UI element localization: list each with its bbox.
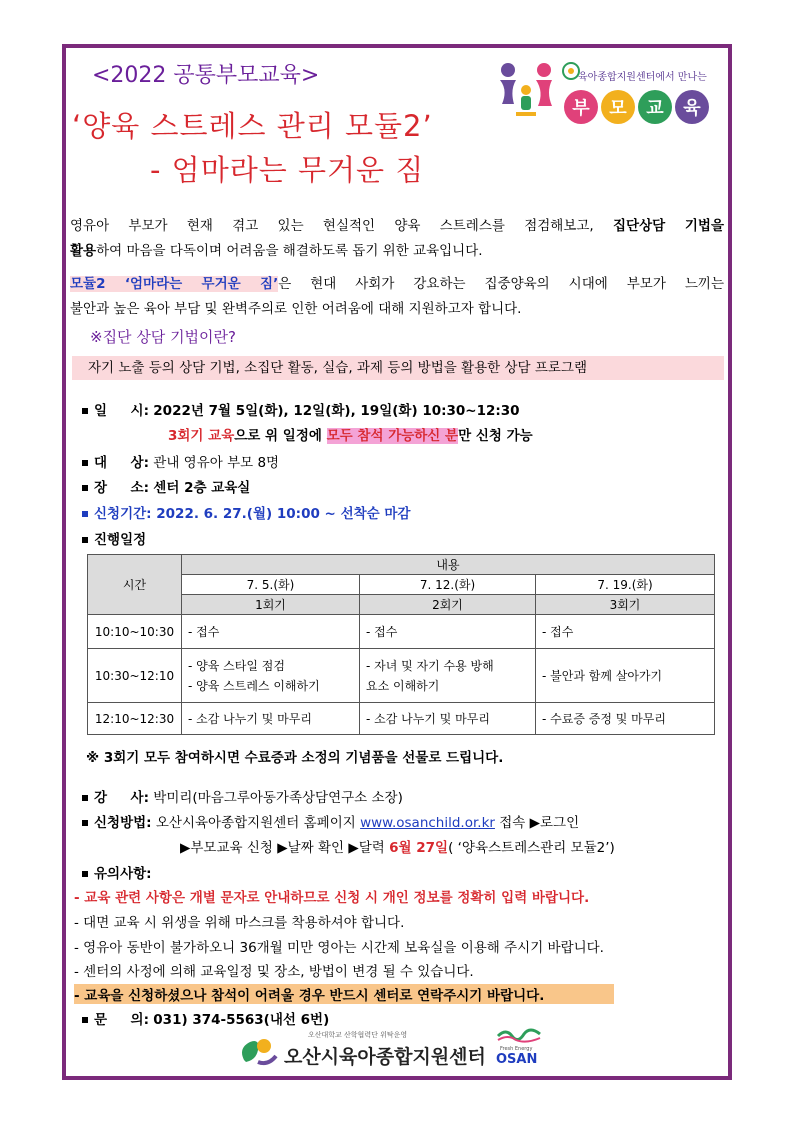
date-row: [82, 399, 520, 419]
intro-emphasis: 활용: [70, 243, 97, 259]
date-note-text: 만 신청 가능: [458, 428, 533, 444]
session-header: 1회기: [182, 595, 360, 615]
apply-period-row: [82, 502, 410, 522]
time-cell: 12:10~12:30: [88, 703, 182, 735]
intro-text: 영유아 부모가 현재 겪고 있는 현실적인 양육 스트레스를 점검해보고,: [70, 218, 594, 234]
apply-period: 신청기간: 2022. 6. 27.(월) 10:00 ~ 선착순 마감: [94, 506, 411, 522]
content-cell: - 접수: [182, 615, 360, 649]
osan-text: OSAN: [496, 1052, 538, 1067]
content-cell: - 소감 나누기 및 마무리: [182, 703, 360, 735]
module-name: 모듈2 ‘엄마라는 무거운 짐’: [70, 276, 279, 292]
logo-pill: 육: [675, 90, 709, 124]
date-note-text: 으로 위 일정에: [234, 428, 327, 444]
content-cell: - 양육 스타일 점검 - 양육 스트레스 이해하기: [182, 649, 360, 703]
target-value: 관내 영유아 부모 8명: [153, 455, 280, 471]
table-row: [88, 615, 715, 649]
subtitle: - 엄마라는 무거운 짐: [150, 153, 425, 187]
date-header: 7. 19.(화): [536, 575, 715, 595]
intro-emphasis: 집단상담 기법을: [613, 218, 724, 234]
content-cell: - 수료증 증정 및 마무리: [536, 703, 715, 735]
footer-sub: 오산대학교 산학협력단 위탁운영: [308, 1031, 408, 1039]
apply-method-row: [82, 811, 579, 831]
apply-text: ( ‘양육스트레스관리 모듈2’): [448, 840, 615, 856]
target-label: 대 상:: [94, 455, 149, 471]
instructor-label: 강 사:: [94, 790, 149, 806]
notes-label-row: [82, 862, 152, 882]
instructor-value: 박미리(마음그루아동가족상담연구소 소장): [153, 790, 403, 806]
contact-value: 031) 374-5563(내선 6번): [153, 1012, 330, 1028]
center-logo-icon: [238, 1034, 278, 1068]
schedule-table: [87, 554, 715, 735]
module-text: 은 현대 사회가 강요하는 집중양육의 시대에 부모가 느끼는: [278, 276, 724, 292]
date-note: [168, 424, 533, 444]
note-item: - 교육 관련 사항은 개별 문자로 안내하므로 신청 시 개인 정보를 정확히 입력 바랍니다.: [74, 890, 590, 906]
intro-paragraph-cont: [70, 239, 724, 264]
main-title: ‘양육 스트레스 관리 모듈2’: [72, 109, 433, 143]
date-header: 7. 12.(화): [360, 575, 536, 595]
module-paragraph: [70, 272, 724, 297]
schedule-label-row: [82, 528, 146, 548]
parent-education-logo: [494, 58, 718, 128]
note-item: - 영유아 동반이 불가하오니 36개월 미만 영아는 시간제 보육실을 이용해 주시기 바랍니다.: [74, 940, 604, 956]
notes-label: 유의사항:: [94, 866, 152, 882]
date-header: 7. 5.(화): [182, 575, 360, 595]
series-title: <2022 공통부모교육>: [92, 63, 320, 88]
intro-text: 하여 마음을 다독이며 어려움을 해결하도록 돕기 위한 교육입니다.: [96, 243, 483, 259]
footer-org: 오산시육아종합지원센터: [284, 1046, 486, 1068]
logo-pill: 부: [564, 90, 598, 124]
note-item: - 대면 교육 시 위생을 위해 마스크를 착용하셔야 합니다.: [74, 915, 405, 931]
content-cell: - 소감 나누기 및 마무리: [360, 703, 536, 735]
content-cell: - 접수: [536, 615, 715, 649]
session-header: 3회기: [536, 595, 715, 615]
schedule-label: 진행일정: [94, 532, 147, 548]
osan-tagline: Fresh Energy: [500, 1046, 533, 1052]
apply-label: 신청방법:: [94, 815, 152, 831]
content-cell: - 불안과 함께 살아가기: [536, 649, 715, 703]
place-row: [82, 476, 250, 496]
apply-text: 오산시육아종합지원센터 홈페이지: [155, 815, 361, 831]
intro-paragraph: [70, 214, 724, 239]
method-question: ※집단 상담 기법이란?: [90, 328, 236, 346]
date-label: 일 시:: [94, 403, 149, 419]
osan-wave-icon: [496, 1026, 542, 1044]
table-row: [88, 649, 715, 703]
time-cell: 10:30~12:10: [88, 649, 182, 703]
content-header: 내용: [182, 555, 715, 575]
logo-caption: 육아종합지원센터에서 만나는: [578, 72, 707, 83]
logo-pill: 모: [601, 90, 635, 124]
completion-note: ※ 3회기 모두 참여하시면 수료증과 소정의 기념품을 선물로 드립니다.: [86, 750, 504, 766]
module-paragraph-cont: 불안과 높은 육아 부담 및 완벽주의로 인한 어려움에 대해 지원하고자 합니다.: [70, 301, 522, 317]
content-cell: - 자녀 및 자기 수용 방해 요소 이해하기: [360, 649, 536, 703]
apply-date: 6월 27일: [389, 840, 449, 856]
place-label: 장 소:: [94, 480, 149, 496]
content-cell: - 접수: [360, 615, 536, 649]
apply-text: ▶부모교육 신청 ▶날짜 확인 ▶달력: [180, 840, 390, 856]
contact-label: 문 의:: [94, 1012, 149, 1028]
homepage-link[interactable]: www.osanchild.or.kr: [360, 815, 495, 831]
date-note-sessions: 3회기 교육: [168, 428, 235, 444]
instructor-row: [82, 786, 403, 806]
session-header: 2회기: [360, 595, 536, 615]
method-answer: 자기 노출 등의 상담 기법, 소집단 활동, 실습, 과제 등의 방법을 활용한 상담 프로그램: [72, 356, 724, 380]
family-icon: [494, 60, 558, 124]
apply-text: 접속 ▶로그인: [494, 815, 580, 831]
note-item-highlight: - 교육을 신청하셨으나 참석이 어려울 경우 반드시 센터로 연락주시기 바랍니다.: [74, 984, 614, 1004]
apply-method-cont: [180, 836, 615, 856]
logo-pills: [564, 90, 709, 124]
time-header: 시간: [88, 555, 182, 615]
table-row: [88, 703, 715, 735]
date-note-condition: 모두 참석 가능하신 분: [326, 428, 459, 444]
note-item: - 센터의 사정에 의해 교육일정 및 장소, 방법이 변경 될 수 있습니다.: [74, 964, 474, 980]
date-value: 2022년 7월 5일(화), 12일(화), 19일(화) 10:30~12:30: [153, 403, 520, 419]
time-cell: 10:10~10:30: [88, 615, 182, 649]
logo-pill: 교: [638, 90, 672, 124]
footer-logo: [238, 1024, 538, 1072]
place-value: 센터 2층 교육실: [153, 480, 251, 496]
target-row: [82, 451, 279, 471]
